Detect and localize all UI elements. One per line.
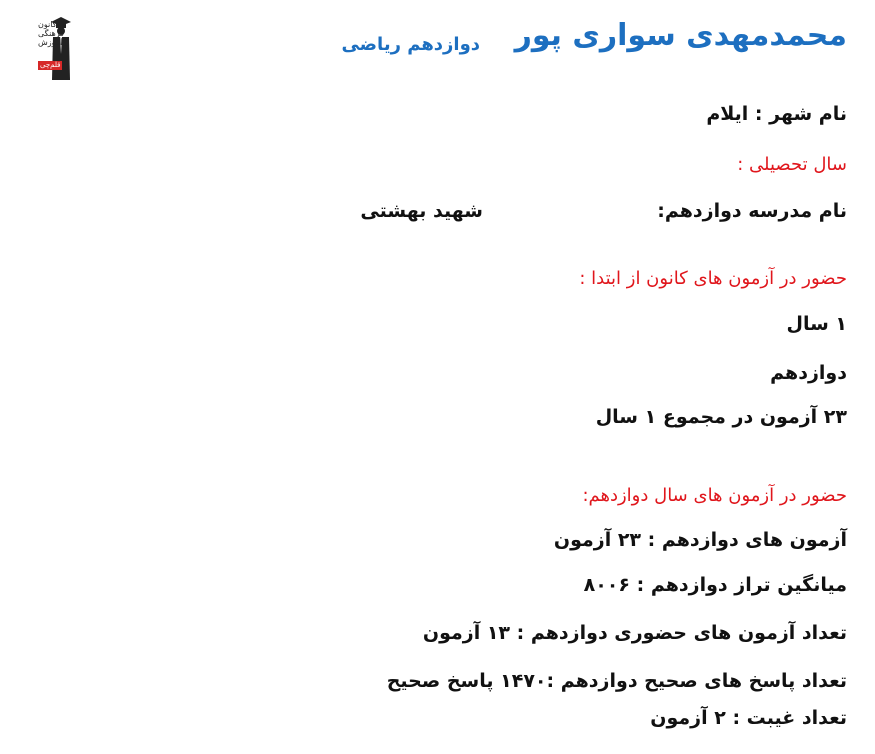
grade12-absences: تعداد غیبت : ۲ آزمون [650, 707, 847, 729]
grade12-exams: آزمون های دوازدهم : ۲۳ آزمون [553, 529, 847, 551]
grade12-avg-score: میانگین تراز دوازدهم : ۸۰۰۶ [583, 574, 847, 596]
grade12-in-person: تعداد آزمون های حضوری دوازدهم : ۱۳ آزمون [422, 622, 847, 644]
academic-year-label: سال تحصیلی : [737, 154, 847, 175]
grade12-correct-answers: تعداد پاسخ های صحیح دوازدهم :۱۴۷۰ پاسخ صحیح [386, 670, 847, 692]
total-exams: ۲۳ آزمون در مجموع ۱ سال [595, 406, 847, 428]
years-attended: ۱ سال [786, 313, 847, 335]
logo-line: آموزش [38, 38, 63, 47]
logo-text [38, 20, 78, 47]
since-start-heading: حضور در آزمون های کانون از ابتدا : [579, 268, 847, 289]
grade12-heading: حضور در آزمون های سال دوازدهم: [582, 485, 847, 506]
city-line: نام شهر : ایلام [706, 103, 847, 125]
logo-badge: قلم‌چی [40, 61, 61, 69]
kanoon-logo [16, 14, 72, 82]
student-name: محمدمهدی سواری پور [514, 18, 847, 53]
school-label: نام مدرسه دوازدهم: [657, 200, 847, 222]
school-value: شهید بهشتی [360, 200, 483, 222]
logo-line: کانون [38, 20, 57, 29]
grades-attended: دوازدهم [770, 362, 847, 384]
grade-field: دوازدهم ریاضی [341, 34, 480, 55]
logo-line: فرهنگی [38, 29, 64, 38]
